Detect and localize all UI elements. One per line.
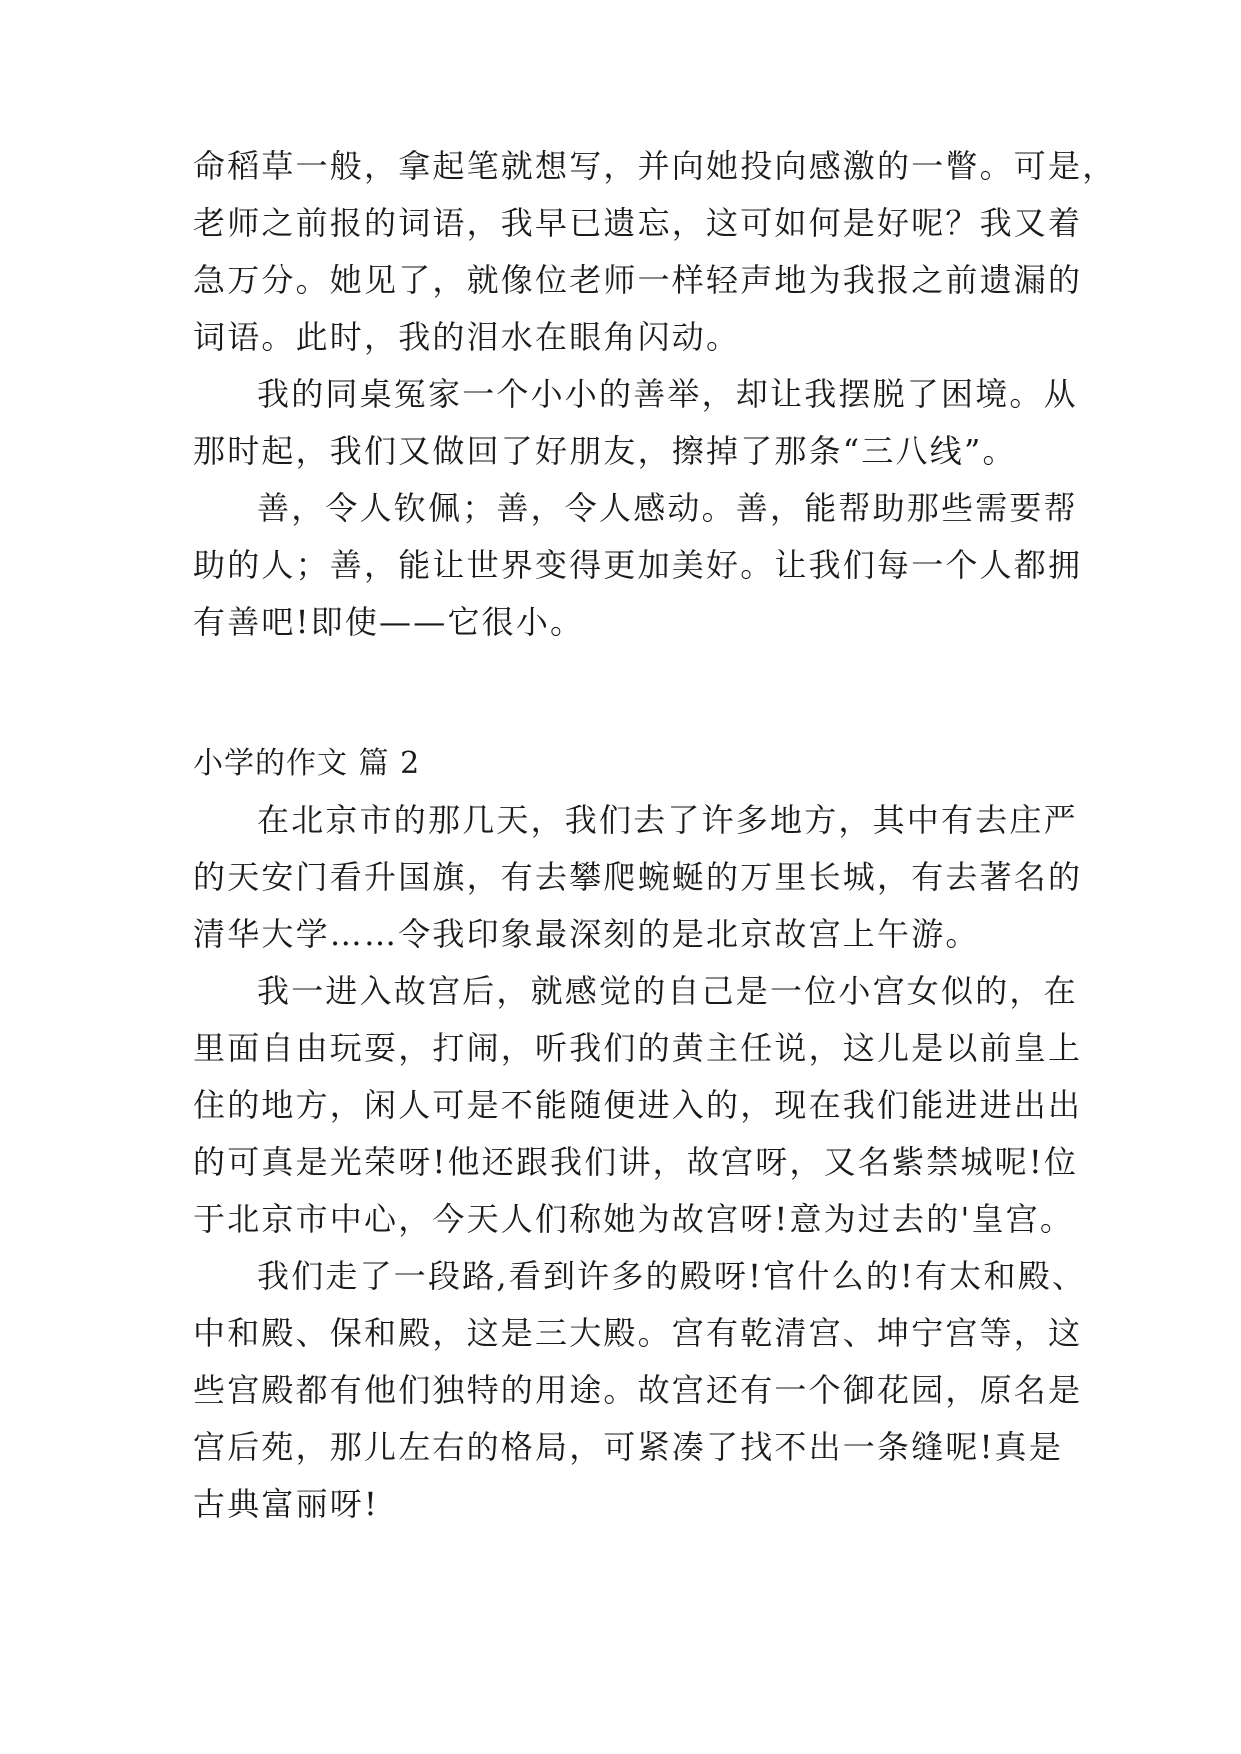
essay-2-paragraph-3 [193, 1248, 1087, 1533]
text-line: 里面自由玩耍，打闹，听我们的黄主任说，这儿是以前皇上 [193, 1029, 1083, 1067]
text-line: 词语。此时，我的泪水在眼角闪动。 [193, 318, 741, 356]
text-line: 中和殿、保和殿，这是三大殿。宫有乾清宫、坤宁宫等，这 [193, 1314, 1083, 1352]
essay-2-paragraph-1 [193, 792, 1083, 963]
text-line: 我的同桌冤家一个小小的善举，却让我摆脱了困境。从 [257, 375, 1078, 413]
text-line: 住的地方，闲人可是不能随便进入的，现在我们能进进出出 [193, 1086, 1083, 1124]
text-line: 助的人；善，能让世界变得更加美好。让我们每一个人都拥 [193, 546, 1083, 584]
text-line: 的天安门看升国旗，有去攀爬蜿蜒的万里长城，有去著名的 [193, 858, 1083, 896]
text-line: 些宫殿都有他们独特的用途。故宫还有一个御花园，原名是 [193, 1371, 1083, 1409]
essay-1-paragraph-2 [193, 366, 1078, 480]
text-line: 在北京市的那几天，我们去了许多地方，其中有去庄严 [257, 801, 1078, 839]
text-line: 急万分。她见了，就像位老师一样轻声地为我报之前遗漏的 [193, 261, 1083, 299]
text-line: 我一进入故宫后，就感觉的自己是一位小宫女似的，在 [257, 972, 1078, 1010]
text-line: 有善吧!即使——它很小。 [193, 603, 585, 641]
essay-2-heading: 小学的作文 篇 2 [193, 746, 421, 781]
text-line: 善，令人钦佩；善，令人感动。善，能帮助那些需要帮 [257, 489, 1078, 527]
text-line: 命稻草一般，拿起笔就想写，并向她投向感激的一瞥。可是， [193, 147, 1117, 185]
essay-2-paragraph-2 [193, 963, 1083, 1248]
text-line: 宫后苑，那儿左右的格局，可紧凑了找不出一条缝呢!真是 [193, 1428, 1064, 1466]
text-line: 的可真是光荣呀!他还跟我们讲，故宫呀，又名紫禁城呢!位 [193, 1143, 1079, 1181]
text-line: 那时起，我们又做回了好朋友，擦掉了那条“三八线”。 [193, 432, 1017, 470]
text-line: 清华大学……令我印象最深刻的是北京故宫上午游。 [193, 915, 980, 953]
text-line: 于北京市中心，今天人们称她为故宫呀!意为过去的'皇宫。 [193, 1200, 1075, 1238]
essay-1-paragraph-1 [193, 138, 1117, 366]
text-line: 我们走了一段路,看到许多的殿呀!官什么的!有太和殿、 [257, 1257, 1087, 1295]
text-line: 古典富丽呀! [193, 1485, 380, 1523]
essay-1-body [193, 138, 1117, 651]
essay-2-body [193, 792, 1087, 1533]
essay-1-paragraph-3 [193, 480, 1083, 651]
text-line: 老师之前报的词语，我早已遗忘，这可如何是好呢？我又着 [193, 204, 1083, 242]
